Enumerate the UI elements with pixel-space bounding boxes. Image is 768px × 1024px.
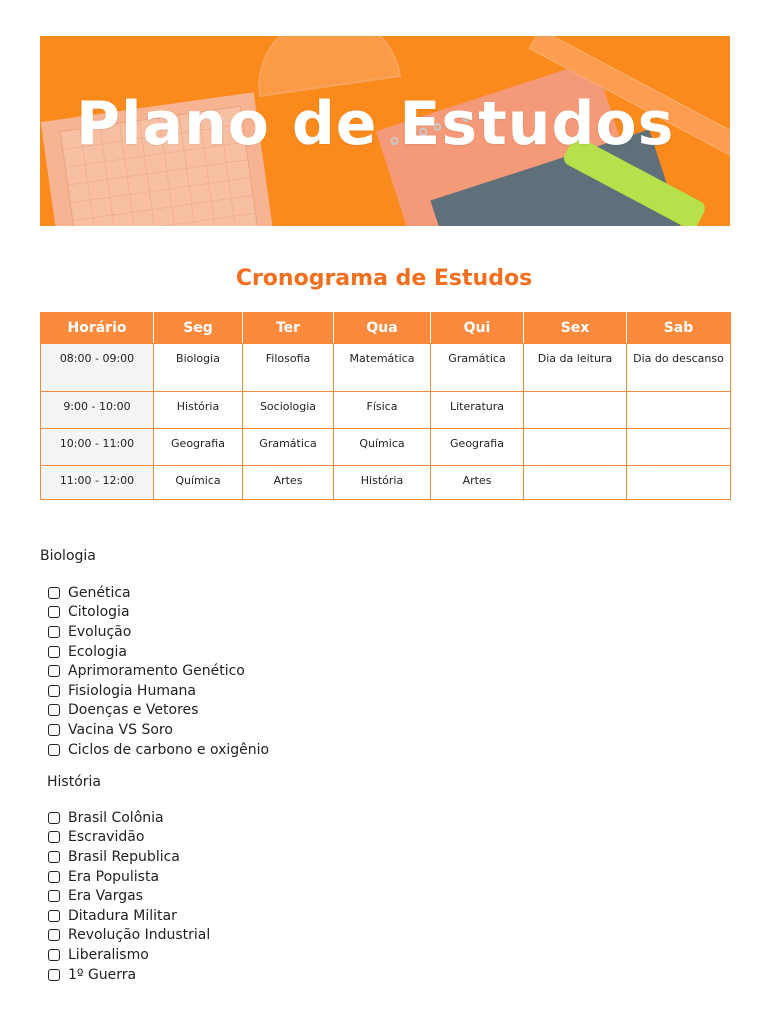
- list-item[interactable]: [48, 583, 269, 603]
- time-cell: 10:00 - 11:00: [41, 429, 154, 466]
- list-item[interactable]: [48, 886, 210, 906]
- subject-cell: Sociologia: [243, 392, 334, 429]
- header-cell: Sab: [627, 313, 731, 344]
- list-item-label: Brasil Colônia: [68, 809, 164, 826]
- list-item[interactable]: [48, 828, 210, 848]
- list-item[interactable]: [48, 965, 210, 985]
- checkbox-icon[interactable]: [48, 929, 60, 941]
- subject-cell: Geografia: [154, 429, 243, 466]
- list-item[interactable]: [48, 720, 269, 740]
- group-title-historia: História: [47, 774, 101, 790]
- subject-cell: Filosofia: [243, 344, 334, 392]
- subject-cell: [524, 466, 627, 500]
- list-item-label: Doenças e Vetores: [68, 702, 199, 719]
- list-item[interactable]: [48, 642, 269, 662]
- subject-cell: Geografia: [431, 429, 524, 466]
- list-item[interactable]: [48, 867, 210, 887]
- list-item-label: Citologia: [68, 604, 130, 621]
- list-item-label: Vacina VS Soro: [68, 721, 173, 738]
- subject-cell: Matemática: [334, 344, 431, 392]
- table-row: [41, 392, 731, 429]
- checkbox-icon[interactable]: [48, 646, 60, 658]
- header-cell: Ter: [243, 313, 334, 344]
- checklist-biologia: [48, 583, 269, 759]
- checkbox-icon[interactable]: [48, 949, 60, 961]
- checkbox-icon[interactable]: [48, 871, 60, 883]
- checkbox-icon[interactable]: [48, 704, 60, 716]
- subject-cell: História: [334, 466, 431, 500]
- list-item[interactable]: [48, 847, 210, 867]
- subject-cell: Dia do descanso: [627, 344, 731, 392]
- list-item[interactable]: [48, 701, 269, 721]
- checkbox-icon[interactable]: [48, 831, 60, 843]
- list-item-label: 1º Guerra: [68, 966, 137, 983]
- list-item[interactable]: [48, 945, 210, 965]
- list-item[interactable]: [48, 926, 210, 946]
- list-item[interactable]: [48, 740, 269, 760]
- list-item[interactable]: [48, 661, 269, 681]
- list-item-label: Ditadura Militar: [68, 907, 177, 924]
- time-cell: 11:00 - 12:00: [41, 466, 154, 500]
- header-cell: Qui: [431, 313, 524, 344]
- checkbox-icon[interactable]: [48, 587, 60, 599]
- checkbox-icon[interactable]: [48, 969, 60, 981]
- list-item[interactable]: [48, 681, 269, 701]
- checklist-historia: [48, 808, 210, 984]
- subject-cell: [627, 429, 731, 466]
- list-item[interactable]: [48, 622, 269, 642]
- group-title-biologia: Biologia: [40, 548, 96, 564]
- list-item-label: Genética: [68, 584, 131, 601]
- list-item-label: Era Populista: [68, 868, 160, 885]
- subject-cell: Gramática: [243, 429, 334, 466]
- schedule-table: [40, 312, 731, 500]
- table-row: [41, 429, 731, 466]
- list-item-label: Ecologia: [68, 643, 127, 660]
- subject-cell: Física: [334, 392, 431, 429]
- banner-title: Plano de Estudos: [76, 89, 675, 159]
- checkbox-icon[interactable]: [48, 910, 60, 922]
- checkbox-icon[interactable]: [48, 812, 60, 824]
- list-item[interactable]: [48, 808, 210, 828]
- list-item-label: Liberalismo: [68, 946, 149, 963]
- header-cell: Horário: [41, 313, 154, 344]
- checkbox-icon[interactable]: [48, 665, 60, 677]
- header-cell: Sex: [524, 313, 627, 344]
- subject-cell: Química: [334, 429, 431, 466]
- subject-cell: Química: [154, 466, 243, 500]
- subject-cell: História: [154, 392, 243, 429]
- subject-cell: Artes: [431, 466, 524, 500]
- list-item-label: Aprimoramento Genético: [68, 663, 245, 680]
- list-item-label: Ciclos de carbono e oxigênio: [68, 741, 270, 758]
- subject-cell: Artes: [243, 466, 334, 500]
- list-item[interactable]: [48, 603, 269, 623]
- checkbox-icon[interactable]: [48, 744, 60, 756]
- schedule-header-row: [41, 313, 731, 344]
- subject-cell: Dia da leitura: [524, 344, 627, 392]
- time-cell: 9:00 - 10:00: [41, 392, 154, 429]
- schedule-title: Cronograma de Estudos: [235, 266, 533, 291]
- checkbox-icon[interactable]: [48, 626, 60, 638]
- subject-cell: [627, 392, 731, 429]
- header-cell: Qua: [334, 313, 431, 344]
- list-item-label: Revolução Industrial: [68, 927, 211, 944]
- subject-cell: Literatura: [431, 392, 524, 429]
- list-item-label: Fisiologia Humana: [68, 682, 197, 699]
- subject-cell: Gramática: [431, 344, 524, 392]
- checkbox-icon[interactable]: [48, 724, 60, 736]
- subject-cell: [627, 466, 731, 500]
- table-row: [41, 344, 731, 392]
- time-cell: 08:00 - 09:00: [41, 344, 154, 392]
- list-item-label: Brasil Republica: [68, 848, 180, 865]
- list-item[interactable]: [48, 906, 210, 926]
- list-item-label: Escravidão: [68, 829, 145, 846]
- subject-cell: [524, 392, 627, 429]
- list-item-label: Era Vargas: [68, 888, 143, 905]
- checkbox-icon[interactable]: [48, 851, 60, 863]
- header-cell: Seg: [154, 313, 243, 344]
- table-row: [41, 466, 731, 500]
- subject-cell: Biologia: [154, 344, 243, 392]
- subject-cell: [524, 429, 627, 466]
- list-item-label: Evolução: [68, 623, 132, 640]
- checkbox-icon[interactable]: [48, 890, 60, 902]
- checkbox-icon[interactable]: [48, 685, 60, 697]
- checkbox-icon[interactable]: [48, 606, 60, 618]
- header-banner: [40, 36, 730, 226]
